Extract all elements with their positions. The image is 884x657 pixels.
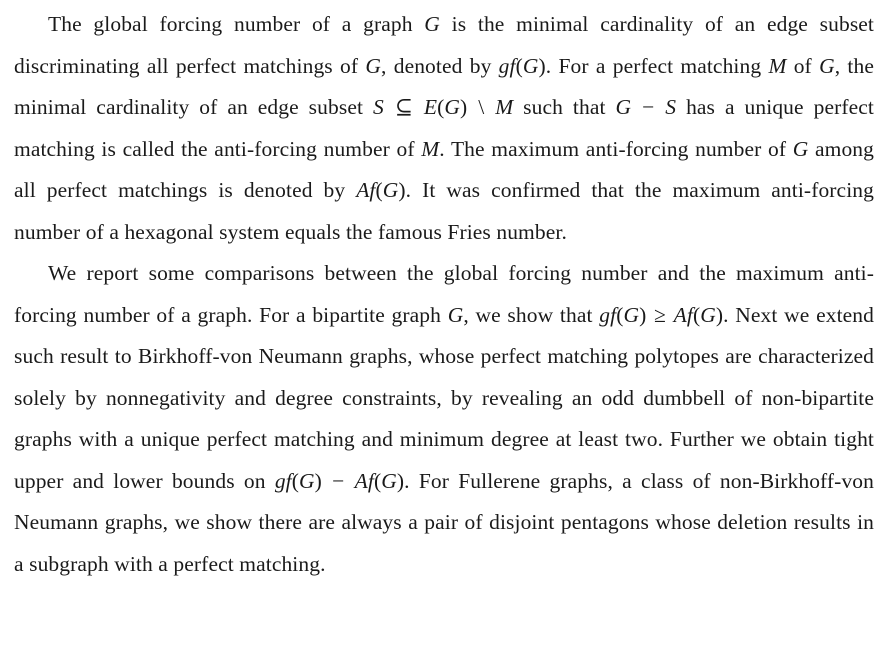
p1-text: The global forcing number of a graph G is the minimal cardinality of an edge subset discriminating all perfect matchings of G, denoted by gf(G). For a perfect matching M of G, the minimal cardinality of an edge subset S ⊆ E(G) \ M such that G − S has a unique perfect matching is called the anti-forcing number of M. The maximum anti-forcing number of G among all perfect matchings is denoted by Af(G). It was confirmed that the maximum anti-forcing number of a hexagonal system equals the famous Fries number. [14, 12, 875, 244]
paragraph-2 [14, 253, 874, 585]
paragraph-1 [14, 4, 874, 253]
p2-text: We report some comparisons between the global forcing number and the maximum anti-forcing number of a graph. For a bipartite graph G, we show that gf(G) ≥ Af(G). Next we extend such result to Birkhoff-von Neumann graphs, whose perfect matching polytopes are characterized solely by nonnegativity and degree constraints, by revealing an odd dumbbell of non-bipartite graphs with a unique perfect matching and minimum degree at least two. Further we obtain tight upper and lower bounds on gf(G) − Af(G). For Fullerene graphs, a class of non-Birkhoff-von Neumann graphs, we show there are always a pair of disjoint pentagons whose deletion results in a subgraph with a perfect matching. [14, 261, 874, 576]
